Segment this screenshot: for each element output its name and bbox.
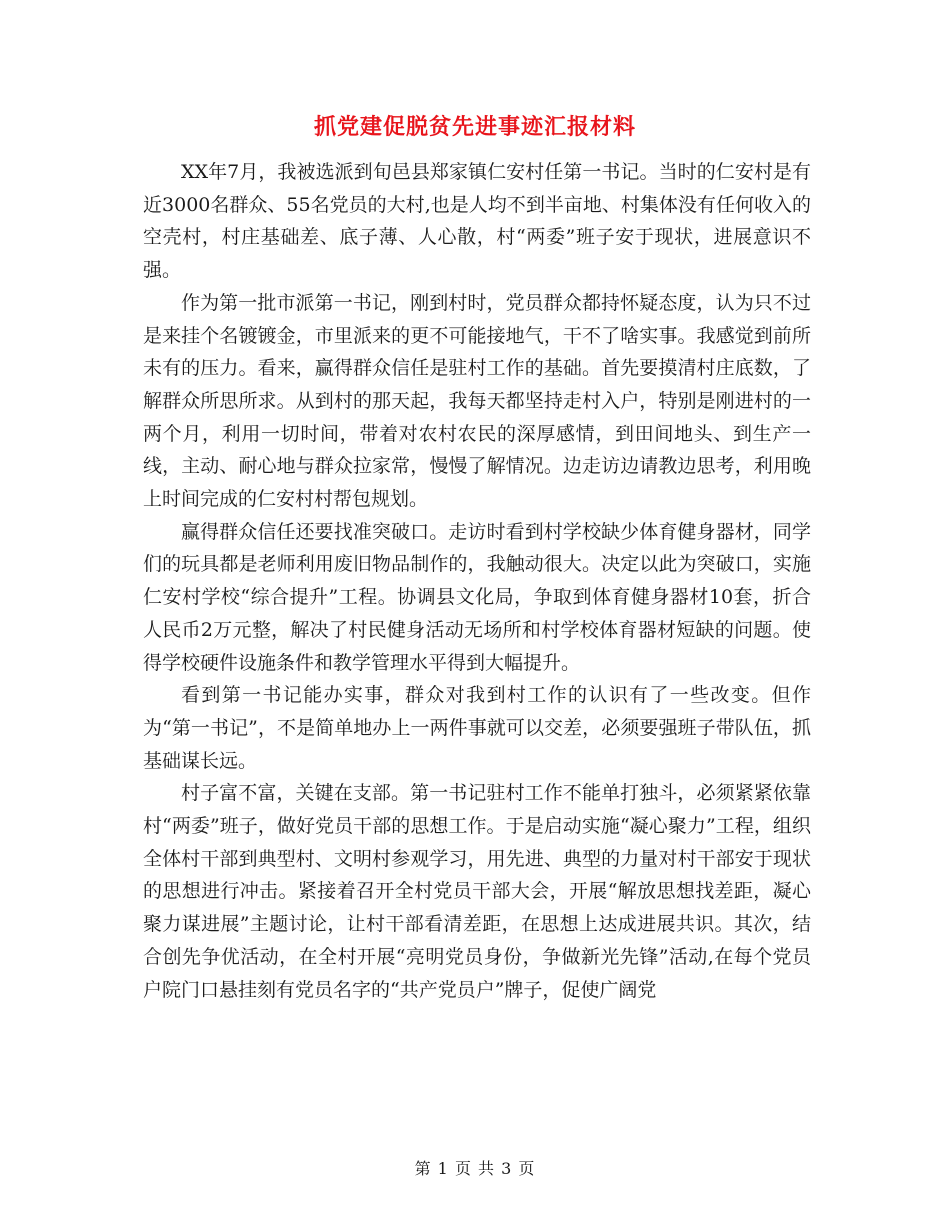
page-number-footer: 第 1 页 共 3 页	[414, 1159, 536, 1178]
document-body	[143, 156, 811, 1006]
paragraph-4: 看到第一书记能办实事，群众对我到村工作的认识有了一些改变。但作为“第一书记”，不是简单地办上一两件事就可以交差，必须要强班子带队伍，抓基础谋长远。	[143, 684, 811, 772]
paragraph-1: XX年7月，我被选派到旬邑县郑家镇仁安村任第一书记。当时的仁安村是有近3000名群众、55名党员的大村,也是人均不到半亩地、村集体没有任何收入的空壳村，村庄基础差、底子薄、人心散，村“两委”班子安于现状，进展意识不强。	[143, 161, 811, 282]
document-title: 抓党建促脱贫先进事迹汇报材料	[313, 114, 636, 140]
paragraph-2: 作为第一批市派第一书记，刚到村时，党员群众都持怀疑态度，认为只不过是来挂个名镀镀金，市里派来的更不可能接地气，干不了啥实事。我感觉到前所未有的压力。看来，赢得群众信任是驻村工作的基础。首先要摸清村庄底数，了解群众所思所求。从到村的那天起，我每天都坚持走村入户，特别是刚进村的一两个月，利用一切时间，带着对农村农民的深厚感情，到田间地头、到生产一线，主动、耐心地与群众拉家常，慢慢了解情况。边走访边请教边思考，利用晚上时间完成的仁安村村帮包规划。	[143, 291, 811, 511]
paragraph-3: 赢得群众信任还要找准突破口。走访时看到村学校缺少体育健身器材，同学们的玩具都是老师利用废旧物品制作的，我触动很大。决定以此为突破口，实施仁安村学校“综合提升”工程。协调县文化局，争取到体育健身器材10套，折合人民币2万元整，解决了村民健身活动无场所和村学校体育器材短缺的问题。使得学校硬件设施条件和教学管理水平得到大幅提升。	[143, 520, 811, 674]
paragraph-5: 村子富不富，关键在支部。第一书记驻村工作不能单打独斗，必须紧紧依靠村“两委”班子，做好党员干部的思想工作。于是启动实施“凝心聚力”工程，组织全体村干部到典型村、文明村参观学习，用先进、典型的力量对村干部安于现状的思想进行冲击。紧接着召开全村党员干部大会，开展“解放思想找差距，凝心聚力谋进展”主题讨论，让村干部看清差距，在思想上达成进展共识。其次，结合创先争优活动，在全村开展“亮明党员身份，争做新光先锋”活动,在每个党员户院门口悬挂刻有党员名字的“共产党员户”牌子，促使广阔党	[143, 782, 811, 1001]
